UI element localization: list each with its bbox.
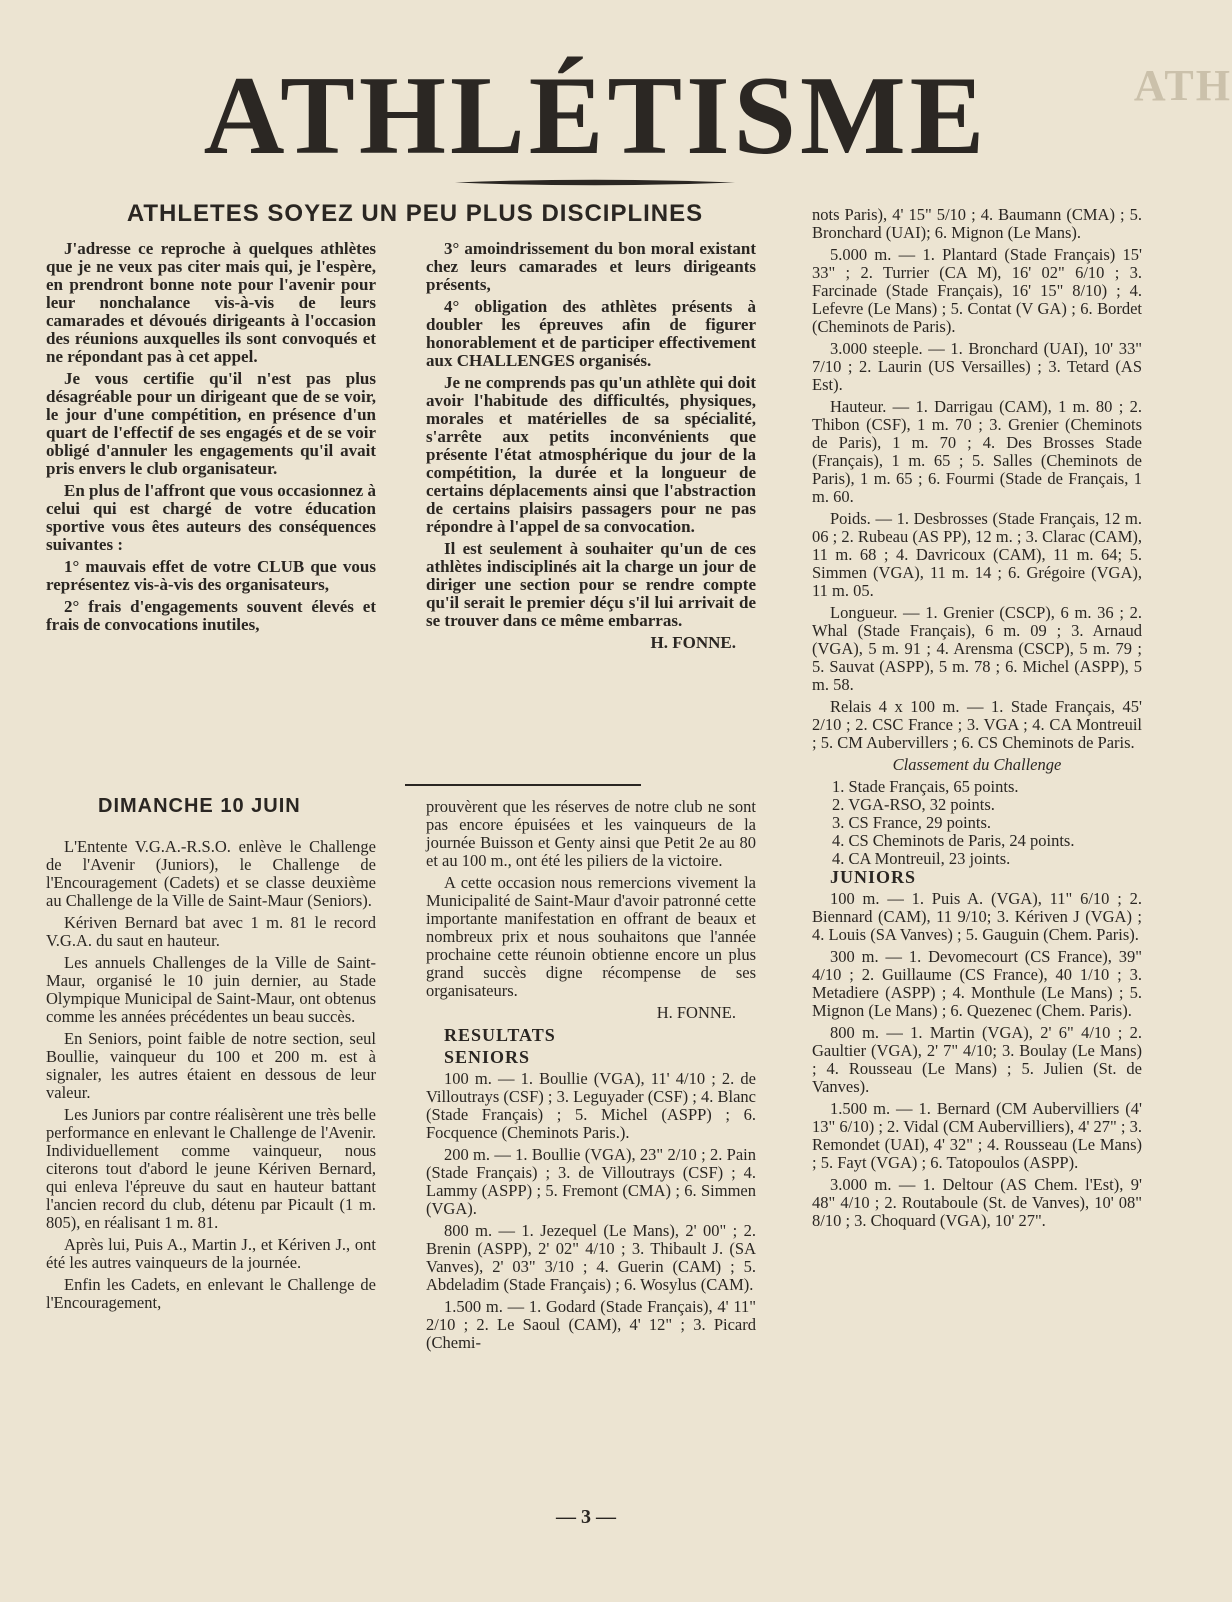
ranking-item: 1. Stade Français, 65 points. bbox=[832, 777, 1019, 796]
paragraph: En Seniors, point faible de notre section, seul Boullie, vainqueur du 100 et 200 m. est à signaler, les autres étaient en dessous de leur valeur. bbox=[46, 1029, 376, 1102]
result-entry: 200 m. — 1. Boullie (VGA), 23" 2/10 ; 2. Pain (Stade Français) ; 3. de Villoutrays (CSF) ; 4. Lammy (ASPP) ; 5. Fremont (CMA) ; 6. Simmen (VGA). bbox=[426, 1145, 756, 1218]
result-entry: nots Paris), 4' 15" 5/10 ; 4. Baumann (CMA) ; 5. Bronchard (UAI); 6. Mignon (Le Mans). bbox=[812, 205, 1142, 242]
page-title: ATHLÉTISME bbox=[203, 54, 989, 178]
signature: H. FONNE. bbox=[656, 1003, 736, 1022]
challenge-ranking bbox=[812, 756, 1142, 868]
section-divider bbox=[405, 784, 641, 786]
paragraph: 3° amoindrissement du bon moral existant chez leurs camarades et leurs dirigeants présents, bbox=[426, 239, 756, 294]
result-entry: 1.500 m. — 1. Godard (Stade Français), 4' 11" 2/10 ; 2. Le Saoul (CAM), 4' 12" ; 3. Picard (Chemi- bbox=[426, 1297, 756, 1352]
title-ornament-rule bbox=[455, 178, 735, 187]
bleed-through-title: ATH bbox=[1133, 61, 1232, 110]
result-entry: 100 m. — 1. Puis A. (VGA), 11" 6/10 ; 2. Biennard (CAM), 11 9/10; 3. Kériven J (VGA) ; 4. Louis (SA Vanves) ; 5. Gauguin (Chem. Paris). bbox=[812, 889, 1142, 944]
article-heading: ATHLETES SOYEZ UN PEU PLUS DISCIPLINES bbox=[126, 200, 704, 227]
paragraph: Je vous certifie qu'il n'est pas plus désagréable pour un dirigeant que de se voir, le jour d'une compétition, en présence d'un quart de l'effectif de ses engagés et de se voir obligé d'annuler les engagements qu'il avait pris envers le club organisateur. bbox=[46, 369, 376, 478]
paragraph: Il est seulement à souhaiter qu'un de ces athlètes indisciplinés ait la charge un jour de diriger une section pour se rendre compte qu'il serait le premier déçu s'il lui arrivait de se trouver dans ce même embarras. bbox=[426, 539, 756, 630]
paragraph: J'adresse ce reproche à quelques athlètes que je ne veux pas citer mais qui, je l'espère, en prendront bonne note pour l'avenir pour leur nonchalance vis-à-vis de leurs camarades et dévoués dirigeants à l'occasion des réunions auxquelles ils sont convoqués et ne répondant pas à cet appel. bbox=[46, 239, 376, 366]
signature: H. FONNE. bbox=[650, 633, 736, 652]
ranking-item: 4. CS Cheminots de Paris, 24 points. bbox=[832, 831, 1075, 850]
paragraph: 4° obligation des athlètes présents à doubler les épreuves afin de figurer honorablement et de participer effectivement aux CHALLENGES organisés. bbox=[426, 297, 756, 370]
paragraph: En plus de l'affront que vous occasionnez à celui qui est chargé de votre éducation sportive vous êtes auteurs des conséquences suivantes : bbox=[46, 481, 376, 554]
paragraph: A cette occasion nous remercions vivement la Municipalité de Saint-Maur d'avoir patronné cette importante manifestation en offrant de beaux et nombreux prix et nous souhaitons que l'année prochaine cette réunoin obtienne encore un plus grand succès digne récompense de ses organisateurs. bbox=[426, 873, 756, 1000]
ranking-item: 3. CS France, 29 points. bbox=[832, 813, 992, 832]
ranking-item: 2. VGA-RSO, 32 points. bbox=[832, 795, 995, 814]
result-entry: 100 m. — 1. Boullie (VGA), 11' 4/10 ; 2. de Villoutrays (CSF) ; 3. Leguyader (CSF) ; 4. Blanc (Stade Français) ; 5. Michel (ASPP) ; 6. Focquence (Cheminots Paris.). bbox=[426, 1069, 756, 1142]
result-entry: Longueur. — 1. Grenier (CSCP), 6 m. 36 ; 2. Whal (Stade Français), 6 m. 09 ; 3. Arnaud (VGA), 5 m. 91 ; 4. Arensma (CSCP), 5 m. 79 ; 5. Sauvat (ASPP), 5 m. 78 ; 6. Michel (ASPP), 5 m. 58. bbox=[812, 603, 1142, 694]
paragraph: Les annuels Challenges de la Ville de Saint-Maur, organisé le 10 juin dernier, au Stade Olympique Municipal de Saint-Maur, ont obtenus comme les années précédentes un beau succès. bbox=[46, 953, 376, 1026]
section-heading: DIMANCHE 10 JUIN bbox=[98, 795, 301, 817]
result-entry: 300 m. — 1. Devomecourt (CS France), 39" 4/10 ; 2. Guillaume (CS France), 40 1/10 ; 3. Metadiere (ASPP) ; 4. Monthule (Le Mans) ; 5. Mignon (Le Mans) ; 6. Quezenec (Chem. Paris). bbox=[812, 947, 1142, 1020]
paragraph: Après lui, Puis A., Martin J., et Kériven J., ont été les autres vainqueurs de la journée. bbox=[46, 1235, 376, 1272]
paragraph: Les Juniors par contre réalisèrent une très belle performance en enlevant le Challenge de l'Avenir. Individuellement comme vainqueur, nous citerons tout d'abord le jeune Kériven Bernard, qui enleva l'épreuve du saut en hauteur battant l'ancien record du club, détenu par Picault (1 m. 805), en réalisant 1 m. 81. bbox=[46, 1105, 376, 1232]
paragraph: Kériven Bernard bat avec 1 m. 81 le record V.G.A. du saut en hauteur. bbox=[46, 913, 376, 950]
article2-column-2 bbox=[426, 798, 756, 1356]
article2-column-1 bbox=[46, 838, 376, 1316]
result-entry: 3.000 steeple. — 1. Bronchard (UAI), 10' 33" 7/10 ; 2. Laurin (US Versailles) ; 3. Tetard (AS Est). bbox=[812, 339, 1142, 394]
article1-column-1 bbox=[46, 240, 376, 638]
juniors-heading: JUNIORS bbox=[830, 867, 917, 887]
result-entry: Relais 4 x 100 m. — 1. Stade Français, 45' 2/10 ; 2. CSC France ; 3. VGA ; 4. CA Montreuil ; 5. CM Aubervillers ; 6. CS Cheminots de Paris. bbox=[812, 697, 1142, 752]
seniors-heading: SENIORS bbox=[444, 1047, 531, 1067]
paragraph: 1° mauvais effet de votre CLUB que vous représentez vis-à-vis des organisateurs, bbox=[46, 557, 376, 594]
ranking-heading: Classement du Challenge bbox=[892, 755, 1062, 774]
results-heading: RESULTATS bbox=[444, 1025, 556, 1045]
paragraph: 2° frais d'engagements souvent élevés et frais de convocations inutiles, bbox=[46, 597, 376, 634]
result-entry: 5.000 m. — 1. Plantard (Stade Français) 15' 33" ; 2. Turrier (CA M), 16' 02" 6/10 ; 3. Farcinade (Stade Français), 16' 15" 8/10) ; 4. Lefevre (Le Mans) ; 5. Contat (V GA) ; 6. Bordet (Cheminots de Paris). bbox=[812, 245, 1142, 336]
paragraph: Enfin les Cadets, en enlevant le Challenge de l'Encouragement, bbox=[46, 1275, 376, 1312]
article1-column-2 bbox=[426, 240, 756, 656]
result-entry: Hauteur. — 1. Darrigau (CAM), 1 m. 80 ; 2. Thibon (CSF), 1 m. 70 ; 3. Grenier (Cheminots de Paris), 1 m. 70 ; 4. Des Brosses Stade (Français), 1 m. 65 ; 5. Salles (Cheminots de Paris), 1 m. 65 ; 6. Fourmi (Stade de Français, 1 m. 60. bbox=[812, 397, 1142, 506]
result-entry: Poids. — 1. Desbrosses (Stade Français, 12 m. 06 ; 2. Rubeau (AS PP), 12 m. ; 3. Clarac (CAM), 11 m. 68 ; 4. Davricoux (CAM), 11 m. 64; 5. Simmen (VGA), 11 m. 14 ; 6. Grégoire (VGA), 11 m. 05. bbox=[812, 509, 1142, 600]
page-number: — 3 — bbox=[556, 1506, 616, 1528]
paragraph: L'Entente V.G.A.-R.S.O. enlève le Challenge de l'Avenir (Juniors), le Challenge de l'Encouragement (Cadets) et se classe deuxième au Challenge de la Ville de Saint-Maur (Seniors). bbox=[46, 837, 376, 910]
result-entry: 3.000 m. — 1. Deltour (AS Chem. l'Est), 9' 48" 4/10 ; 2. Routaboule (St. de Vanves), 10' 08" 8/10 ; 3. Choquard (VGA), 10' 27". bbox=[812, 1175, 1142, 1230]
ranking-item: 4. CA Montreuil, 23 joints. bbox=[832, 849, 1011, 868]
paragraph: Je ne comprends pas qu'un athlète qui doit avoir l'habitude des difficultés, physiques, morales et matérielles de sa spécialité, s'arrête aux petits inconvénients que présente l'état atmosphérique du jour de la compétition, la durée et la longueur de certains déplacements ainsi que l'abstraction de certains plaisirs passagers pour ne pas répondre à l'appel de sa convocation. bbox=[426, 373, 756, 536]
paragraph: prouvèrent que les réserves de notre club ne sont pas encore épuisées et les vainqueurs de la journée Buisson et Genty ainsi que Petit 2e au 80 et au 100 m., ont été les piliers de la victoire. bbox=[426, 797, 756, 870]
result-entry: 800 m. — 1. Jezequel (Le Mans), 2' 00" ; 2. Brenin (ASPP), 2' 02" 4/10 ; 3. Thibault J. (SA Vanves), 2' 03" 3/10 ; 4. Guerin (CAM) ; 5. Abdeladim (Stade Français) ; 6. Wosylus (CAM). bbox=[426, 1221, 756, 1294]
result-entry: 800 m. — 1. Martin (VGA), 2' 6" 4/10 ; 2. Gaultier (VGA), 2' 7" 4/10; 3. Boulay (Le Mans) ; 4. Rousseau (Le Mans) ; 5. Julien (St. de Vanves). bbox=[812, 1023, 1142, 1096]
results-column-3 bbox=[812, 206, 1142, 1234]
result-entry: 1.500 m. — 1. Bernard (CM Aubervilliers (4' 13" 6/10) ; 2. Vidal (CM Aubervilliers), 4' 27" ; 3. Remondet (UAI), 4' 32" ; 4. Rousseau (Le Mans) ; 5. Fayt (VGA) ; 6. Tatopoulos (ASPP). bbox=[812, 1099, 1142, 1172]
